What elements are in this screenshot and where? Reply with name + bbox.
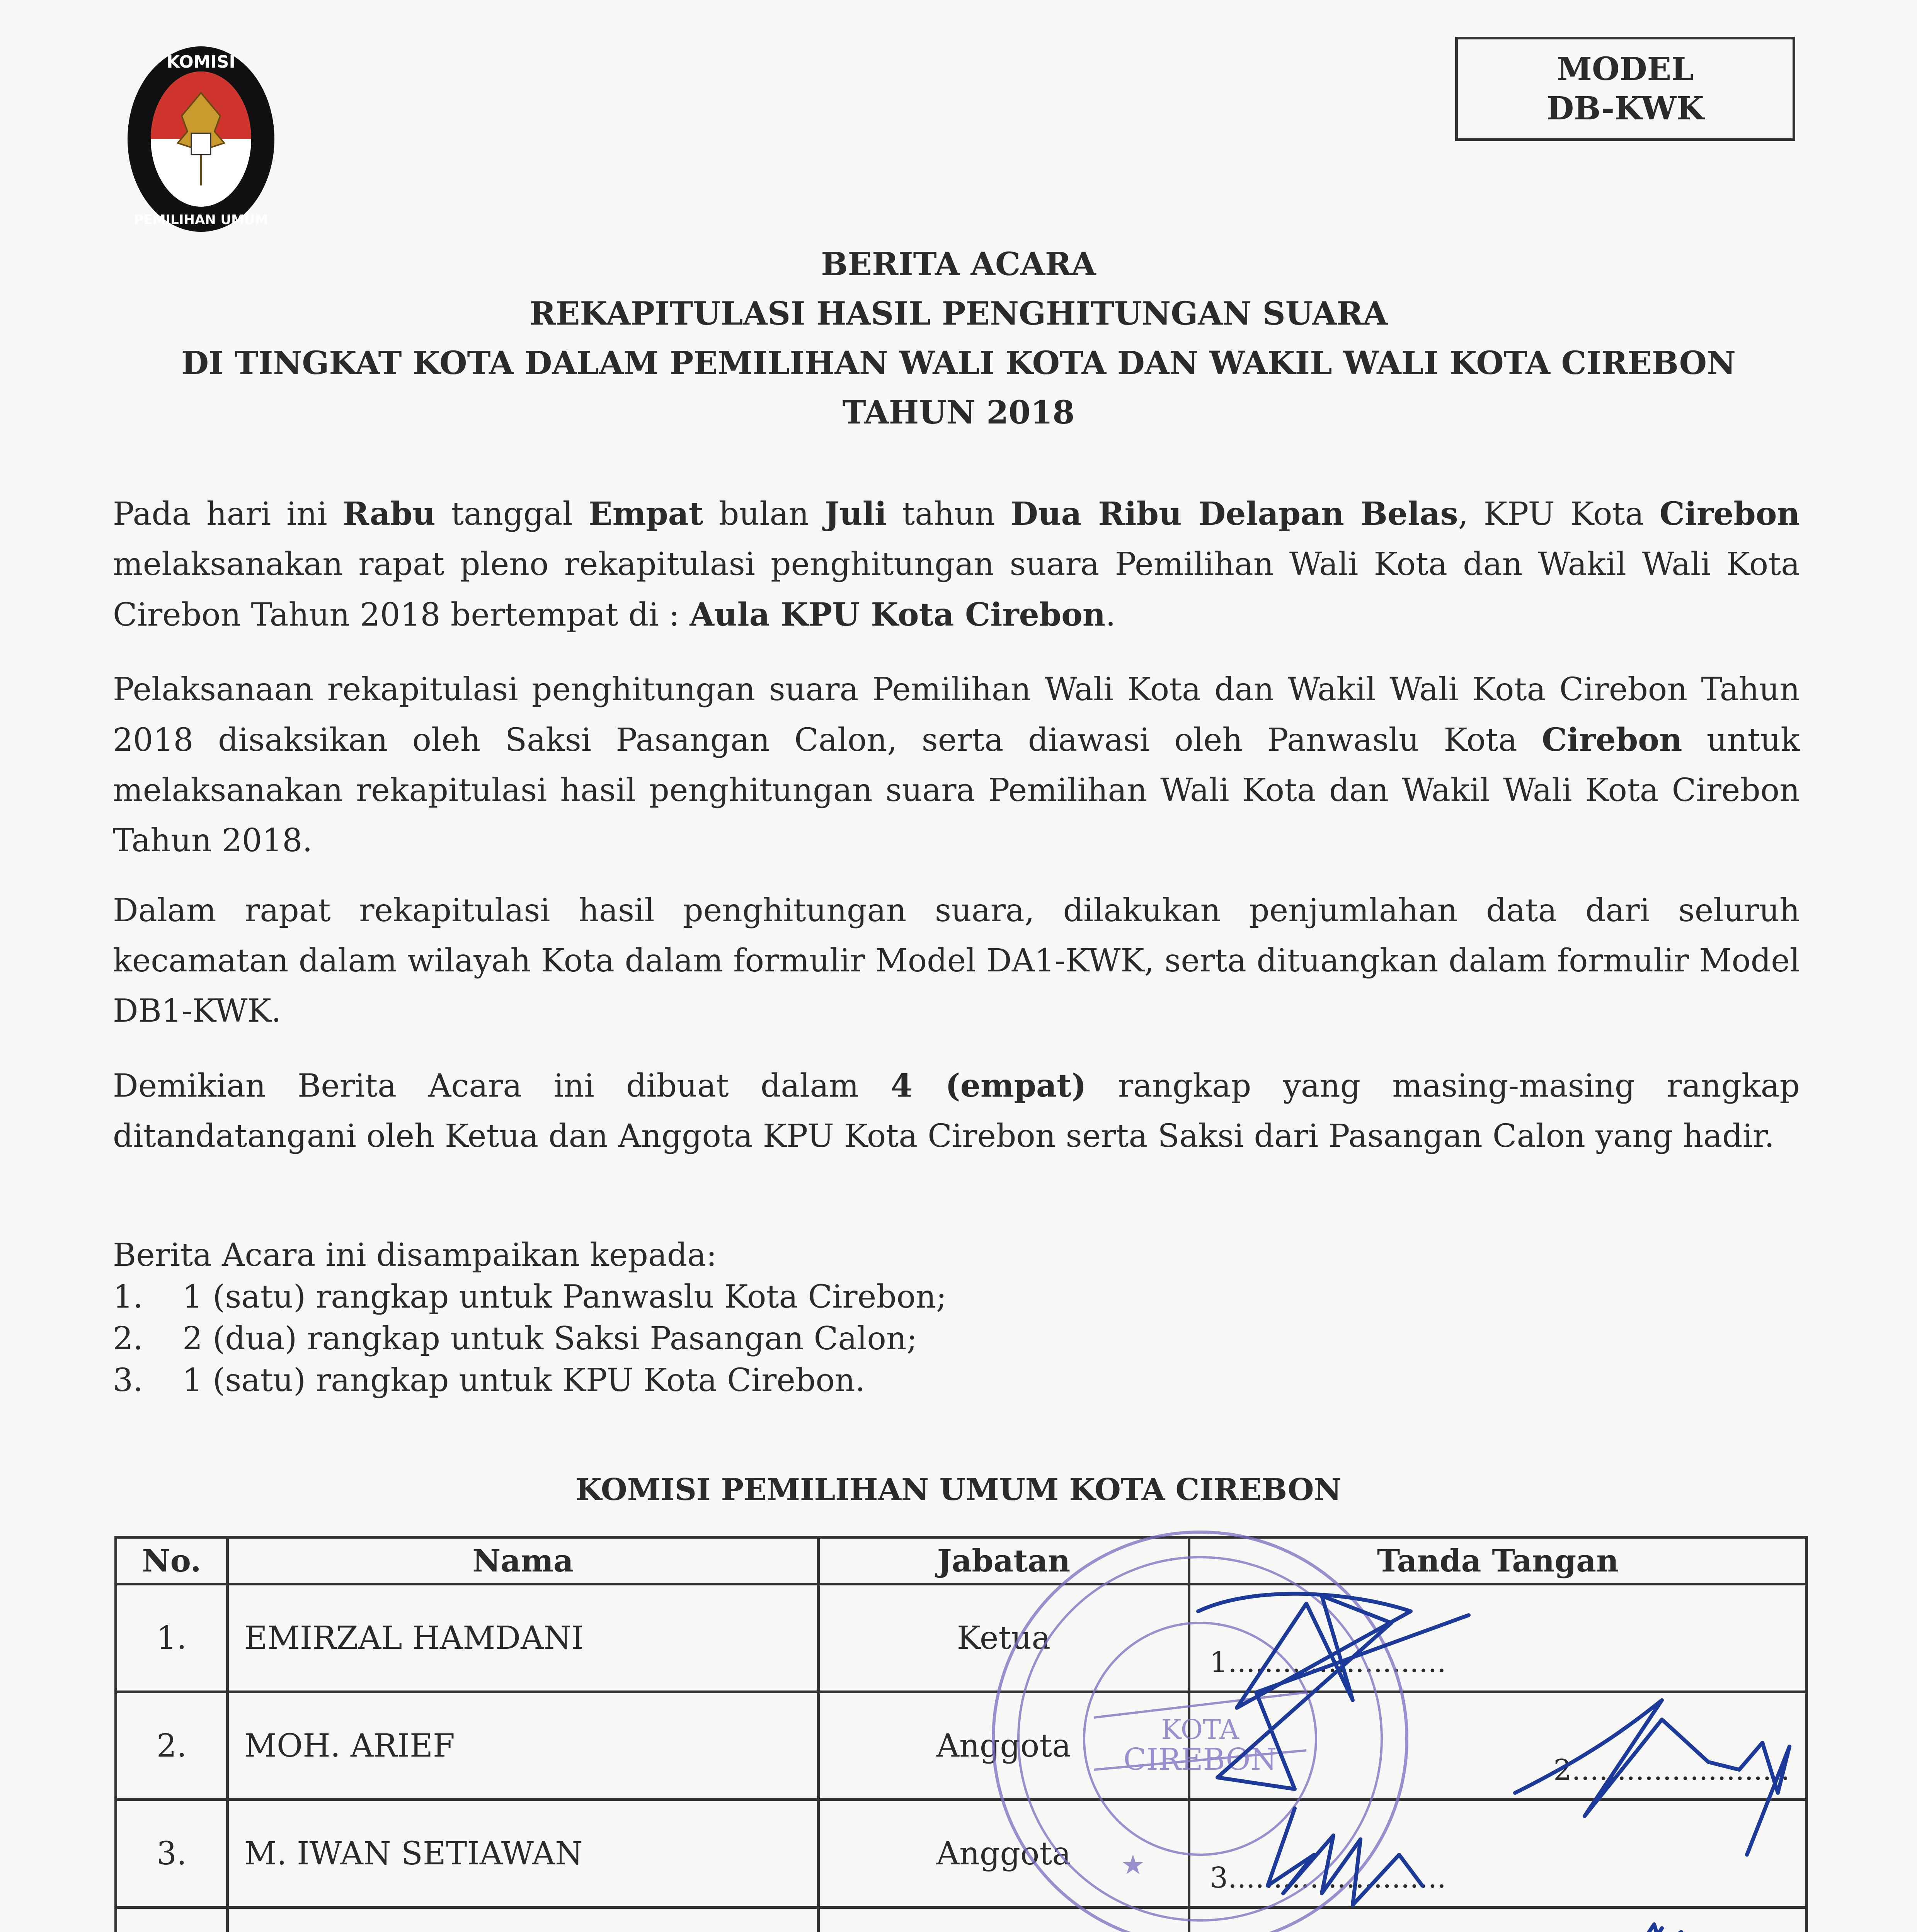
model-code-box xyxy=(1455,37,1795,141)
paragraph-recap-process: Dalam rapat rekapitulasi hasil penghitungan suara, dilakukan penjumlahan data dari seluruh kecamatan dalam wilayah Kota dalam formulir Model DA1-KWK, serta dituangkan dalam formulir Model DB1-KWK. xyxy=(113,892,1800,1029)
kpu-section-title: KOMISI PEMILIHAN UMUM KOTA CIREBON xyxy=(575,1472,1342,1507)
document-title xyxy=(0,240,1917,437)
row-no xyxy=(116,1908,228,1932)
text: Pada hari ini xyxy=(113,496,343,532)
city-name: Cirebon xyxy=(1659,495,1800,532)
item-number: 2. xyxy=(113,1320,143,1357)
text: rangkap yang masing-masing rangkap ditandatangani oleh Ketua dan Anggota KPU Kota Cirebon serta Saksi dari Pasangan Calon yang hadir. xyxy=(113,1068,1800,1155)
stamp-text: CIREBON xyxy=(1123,1742,1277,1777)
stamp-text: KOTA xyxy=(1161,1714,1239,1745)
signature-cell xyxy=(1189,1800,1807,1908)
meeting-month: Juli xyxy=(824,495,887,532)
table-row xyxy=(116,1692,1807,1800)
copies-count: 4 (empat) xyxy=(890,1067,1086,1104)
text: bulan xyxy=(703,496,825,532)
header-jabatan: Jabatan xyxy=(819,1537,1189,1584)
text: , KPU Kota xyxy=(1458,496,1660,532)
item-number: 1. xyxy=(113,1279,143,1315)
meeting-day: Rabu xyxy=(342,495,436,532)
signature-line: 1........................ xyxy=(1210,1646,1446,1679)
meeting-year: Dua Ribu Delapan Belas xyxy=(1010,495,1458,532)
list-item xyxy=(113,1360,947,1401)
distribution-list xyxy=(113,1276,947,1401)
item-text: 1 (satu) rangkap untuk KPU Kota Cirebon. xyxy=(182,1362,865,1399)
city-name: Cirebon xyxy=(1542,721,1682,759)
svg-text:PEMILIHAN UMUM: PEMILIHAN UMUM xyxy=(134,212,268,228)
svg-text:KOMISI: KOMISI xyxy=(167,52,235,72)
signature-line: 2........................ xyxy=(1553,1753,1790,1787)
title-line-1: BERITA ACARA xyxy=(821,246,1096,283)
signature-cell xyxy=(1189,1692,1807,1800)
paragraph-copies xyxy=(113,1061,1800,1162)
table-row xyxy=(116,1584,1807,1692)
member-role: Ketua xyxy=(819,1584,1189,1692)
text: tanggal xyxy=(435,496,589,532)
row-no: 1. xyxy=(116,1584,228,1692)
signature-cell xyxy=(1189,1584,1807,1692)
text: Demikian Berita Acara ini dibuat dalam xyxy=(113,1068,891,1104)
text: melaksanakan rapat pleno rekapitulasi penghitungan suara Pemilihan Wali Kota dan Wakil Wali Kota Cirebon Tahun 2018 bertempat di : xyxy=(113,546,1800,633)
table-row xyxy=(116,1908,1807,1932)
signature-line: 3........................ xyxy=(1210,1861,1446,1895)
text: untuk melaksanakan rekapitulasi hasil penghitungan suara Pemilihan Wali Kota dan Wakil Wali Kota Cirebon Tahun 2018. xyxy=(113,722,1800,859)
member-name: M. IWAN SETIAWAN xyxy=(228,1800,819,1908)
header-nama: Nama xyxy=(228,1537,819,1584)
text: Pelaksanaan rekapitulasi penghitungan suara Pemilihan Wali Kota dan Wakil Wali Kota Cirebon Tahun 2018 disaksikan oleh Saksi Pasangan Calon, serta diawasi oleh Panwaslu Kota xyxy=(113,671,1800,759)
row-no: 2. xyxy=(116,1692,228,1800)
list-item xyxy=(113,1276,947,1318)
member-name: MOH. ARIEF xyxy=(228,1692,819,1800)
kpu-members-table xyxy=(114,1536,1808,1932)
text: tahun xyxy=(887,496,1011,532)
meeting-place: Aula KPU Kota Cirebon xyxy=(690,596,1106,633)
distribution-intro: Berita Acara ini disampaikan kepada: xyxy=(113,1237,717,1274)
paragraph-witnesses xyxy=(113,665,1800,866)
title-line-2: REKAPITULASI HASIL PENGHITUNGAN SUARA xyxy=(529,295,1388,332)
model-code: DB-KWK xyxy=(1546,90,1704,127)
kpu-logo xyxy=(120,43,282,236)
header-no: No. xyxy=(116,1537,228,1584)
list-item xyxy=(113,1318,947,1360)
member-name xyxy=(228,1908,819,1932)
member-name: EMIRZAL HAMDANI xyxy=(228,1584,819,1692)
distribution-section xyxy=(113,1235,947,1401)
row-no: 3. xyxy=(116,1800,228,1908)
title-line-4: TAHUN 2018 xyxy=(842,394,1075,431)
table-row xyxy=(116,1800,1807,1908)
title-line-3: DI TINGKAT KOTA DALAM PEMILIHAN WALI KOTA DAN WAKIL WALI KOTA CIREBON xyxy=(181,345,1736,382)
svg-text:★: ★ xyxy=(1121,1849,1145,1881)
member-role: Anggota xyxy=(819,1800,1189,1908)
item-text: 2 (dua) rangkap untuk Saksi Pasangan Calon; xyxy=(182,1320,918,1357)
paragraph-meeting-info xyxy=(113,489,1800,640)
item-text: 1 (satu) rangkap untuk Panwaslu Kota Cirebon; xyxy=(182,1279,947,1315)
meeting-date: Empat xyxy=(588,495,703,532)
table-header-row xyxy=(116,1537,1807,1584)
kpu-emblem-icon xyxy=(120,43,282,236)
member-role: Anggota xyxy=(819,1692,1189,1800)
header-tanda-tangan: Tanda Tangan xyxy=(1189,1537,1807,1584)
signature-cell xyxy=(1189,1908,1807,1932)
text: . xyxy=(1105,597,1116,633)
model-label: MODEL xyxy=(1557,50,1694,88)
member-role xyxy=(819,1908,1189,1932)
item-number: 3. xyxy=(113,1362,143,1399)
